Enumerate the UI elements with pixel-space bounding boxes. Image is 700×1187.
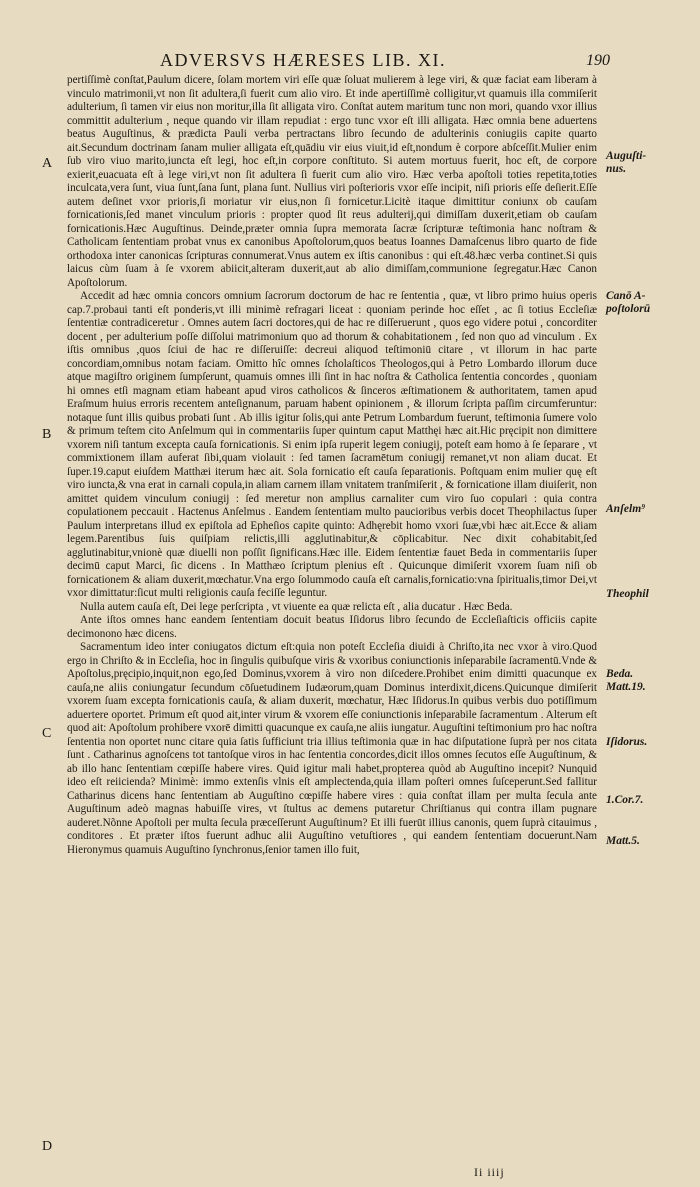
paragraph: Nulla autem cauſa eſt, Dei lege perſcripta , vt viuente ea quæ relicta eſt , alia ducatur . Hæc Beda. [80, 600, 513, 613]
running-title: ADVERSVS HÆRESES LIB. XI. [160, 50, 447, 70]
margin-note-beda: Beda. Matt.19. [606, 668, 646, 693]
margin-note-augustinus: Auguſti-nus. [606, 150, 647, 175]
paragraph: Sacramentum ideo inter coniugatos dictum eſt:quia non poteſt Eccleſia diuidi à Chriſto,ita nec vxor à viro.Quod ergo in Chriſto & in Eccleſia, hoc in ſingulis quibuſque viris & vxoribus coniunctionis inſeparabile ſacramentū.Vnde & Apoſtolus,pręcipio,inquit,non ego,ſed Dominus,vxorem à viro non diſcedere.Prohibet enim dimitti quacunque ex cauſa,ne aliis coniungatur ſecundum cōſuetudinem Iudæorum,quam Dominus interdixit,dicens.Quicunque dimiſerit vxorem ſuam excepta fornicationis cauſa, & aliam duxerit, mœchatur, Hæc Iſidorus.In quibus verbis duo potiſſimum aduertere oportet. Primum eſt quod ait,inter virum & vxorem eſſe coniunctionis inſeparabile ſacramentum . Alterum eſt quod ait: Apoſtolum prohibere vxorē dimitti quacunque ex cauſa,ne aliis iungatur. Auguſtini teſtimonium pro hac noſtra ſententia non oportet nunc citare quia ſatis ſufficiunt tria illius teſtimonia quæ in hac diſputatione ſuprà per nos citata ſunt . Catharinus agnoſcens tot tantoſque viros in hac ſententia concordes,dicit illos omnes ſecutos eſſe Auguſtinum, & ab illo hanc ſententiam cœpiſſe habere vires. Quid igitur mali habet,propterea quòd ab Auguſtino incepit? Nunquid ideo eſt reiicienda? Minimè: immo extenſis vlnis eſt amplectenda,quia illam poſteri omnes ſuſceperunt.Sed fallitur Catharinus dicens hanc ſententiam ab Auguſtino cœpiſſe habere vires : quia conſtat illam per multa ſecula ante Auguſtinum adeò magnas habuiſſe vires, vt ſtultus ac demens putaretur Chriſtianus qui contra illam pugnare auderet.Nõnne Apoſtoli per multa ſecula præceſſerunt Auguſtinum? Et illi fuerūt illius canonis, quem ſuprà citauimus , conditores . Et præter iſtos fuerunt adhuc alii Auguſtino vetuſtiores , qui eandem ſententiam docuerunt.Nam Hieronymus quamuis Auguſtino ſynchronus,ſenior tamen illo fuit, [67, 641, 597, 856]
margin-letter-a: A [42, 156, 53, 171]
margin-letter-c: C [42, 726, 52, 741]
margin-note-matt-5: Matt.5. [606, 835, 640, 847]
margin-note-isidorus: Iſidorus. [606, 736, 648, 748]
paragraph: Accedit ad hæc omnia concors omnium ſacrorum doctorum de hac re ſententia , quæ, vt libro primo huius operis cap.7.probaui tanti eſt ponderis,vt illi minimè refragari liceat : quoniam perinde hoc eſſet , ac ſi totius Eccleſiæ ſententiæ contradiceretur . Omnes autem ſacri doctores,qui de hac re diſſeruerunt , quos ego videre potui , concorditer docent , per adulterium poſſe diſſolui matrimonium quo ad thorum & cohabitationem , ſed non quo ad vinculum . Ex iſtis omnibus ,quos ſciui de hac re diſſeruiſſe: decreui aliquod teſtimoniū citare , vt illorum in hac parte concordiam,omnibus notam faciam. Omitto hîc omnes ſcholaſticos Theologos,qui à Petro Lombardo illorum duce atque magiſtro originem ſumpſerunt, quamuis omnes illi ſint in hac noſtra & Catholica ſententia concordes , quoniam hi omnes etſi magnam etiam habeant apud viros catholicos & ſinceros æſtimationem & authoritatem, tamen apud Eraſmum huius erroris recentem anteſignanum, paruam habent opinionem , & illorum ſcripta paſſim circumferuntur: notaque ſunt illis quibus probati ſunt . Ab illis igitur ſolis,qui ante Petrum Lombardum fuerunt, teſtimonia ſumere volo & primum teſtem cito Anſelmum qui in commentariis ſuper quintum caput Matthęi hæc ait.Hic pręcipit non dimittere vxorem niſi tantum exceptа cauſa fornicationis. Si enim ipſa ruperit legem coniugij, poteſt eam homo à ſe ſeparare , vt commixtionem illam auferat ſibi,quam violauit : ſed tamen ſacramētum coniugij remanet,vt non aliam ducat. Et ſuper.19.caput eiuſdem Matthæi iterum hæc ait. Sola fornicatio eſt cauſa ſeparationis. Poſtquam enim mulier quę eſt viro iuncta,& vna erat in carnali copula,in aliam carnem illam vnitatem tranſmiſerit , & fornicatione illam diuiſerit, non amittet quidem vinculum coniugij : ſed meretur non amplius carnaliter cum viro ſuo copulari : quia contra copulationem peccauit . Hactenus Anſelmus . Eandem ſententiam multo paucioribus verbis docet Theophilactus ſuper Paulum interpretans illud ex epiſtola ad Epheſios capite quinto: Adhęrebit homo vxori ſuæ,vbi hæc ait.Ecce & aliam legem.Parentibus ſuis quiſpiam relictis,illi agglutinabitur,& cōplicabitur. Nec dixit cohabitabit,ſed agglutinabitur,vnionè quæ diuelli non poſſit ſignificans.Hæc ille. Eidem ſententiæ fauet Beda in commentariis ſuper decimū caput Marci, ſic dicens . In Matthæo ſcriptum plenius eſt . Quicunque dimiſerit vxorem ſuam niſi ob fornicationem & aliam duxerit,mœchatur.Vna ergo ſolummodo cauſa eſt carnalis,fornicatio:vna ſpiritualis,timor Dei,vt vxor dimittatur:ſicut multi religionis cauſa feciſſe leguntur. [67, 290, 597, 599]
margin-letter-d: D [42, 1139, 53, 1154]
margin-letter-b: B [42, 427, 52, 442]
paragraph: pertiſſimè conſtat,Paulum dicere, ſolam mortem viri eſſe quæ ſoluat mulierem à lege viri, & quæ faciat eam liberam à vinculo matrimonii,vt non ſit adultera,ſi fuerit cum alio viro. Et inde apertiſſimè colligitur,vt quamuis illa commiſerit adulterium, ſi tamen vir eius non moritur,illa ſit alligata viro. Conſtat autem maritum tunc non mori, quando vxor illius committit adulterium , neque quando vir illam repudiat : ergo tunc vxor eſt illi alligata. Hæc omnia bene aduertens beatus Auguſtinus, & prædicta Pauli verba pertractans libro ſecundo de adulterinis coniugiis capite quarto ait.Secundum doctrinam ſanam mulier alligata eſt,quādiu vir eius viuit,id eſt,nondum è corpore abſceſſit.Mulier enim ſub viro viuo marito,iuncta eſt legi, hoc eſt,in corpore conſtituto. Si autem mortuus fuerit, hoc eſt, de corpore exierit,euacuata eſt à lege viri,vt non ſit adultera ſi fuerit cum alio viro. Hæc verba apoſtoli toties repetita,toties inculcata,vera ſunt, viua ſunt,ſana ſunt, plana ſunt. Nullius viri poſterioris vxor eſſe incipit, niſi prioris eſſe deſierit.Eſſe autem deſinet vxor prioris,ſi moriatur vir eius,non ſi fornicetur.Licitè itaque dimittitur coniunx ob cauſam fornicationis,ſed manet vinculum prioris : propter quod ſit reus adulterij,qui dimiſſam duxerit,etiam ob cauſam fornicationis.Hæc Auguſtinus. Deinde,præter omnia ſupra memorata ſacræ ſcripturæ teſtimonia hanc noſtram & Catholicam ſententiam probat vnus ex canonibus Apoſtolorum,quos beatus Ioannes Damaſcenus libro quarto de fide orthodoxa inter canonicas ſcripturas connumerat.Vnus autem ex iſtis canonibus : qui eſt.48.hæc verba continet.Si quis laicus cùm ſuam à ſe vxorem abiicit,alteram duxerit,aut ab alio dimiſſam,communione ſegregatur.Hæc Canon Apoſtolorum. [67, 74, 597, 289]
paragraph: Ante iſtos omnes hanc eandem ſententiam docuit beatus Iſidorus libro ſecundo de Eccleſiaſticis officiis capite decimonono hæc dicens. [67, 614, 597, 640]
page-header [0, 50, 700, 74]
margin-note-theophilactus: Theophil [606, 588, 649, 600]
margin-note-anselmus: Anſelm⁹ [606, 503, 646, 515]
signature-mark: Ii iiij [474, 1165, 505, 1179]
body-text [67, 74, 597, 857]
page-number: 190 [586, 52, 610, 69]
margin-note-canon-apostolorum: Canō A-poſtolorū [606, 290, 651, 315]
margin-note-1-cor-7: 1.Cor.7. [606, 794, 644, 806]
